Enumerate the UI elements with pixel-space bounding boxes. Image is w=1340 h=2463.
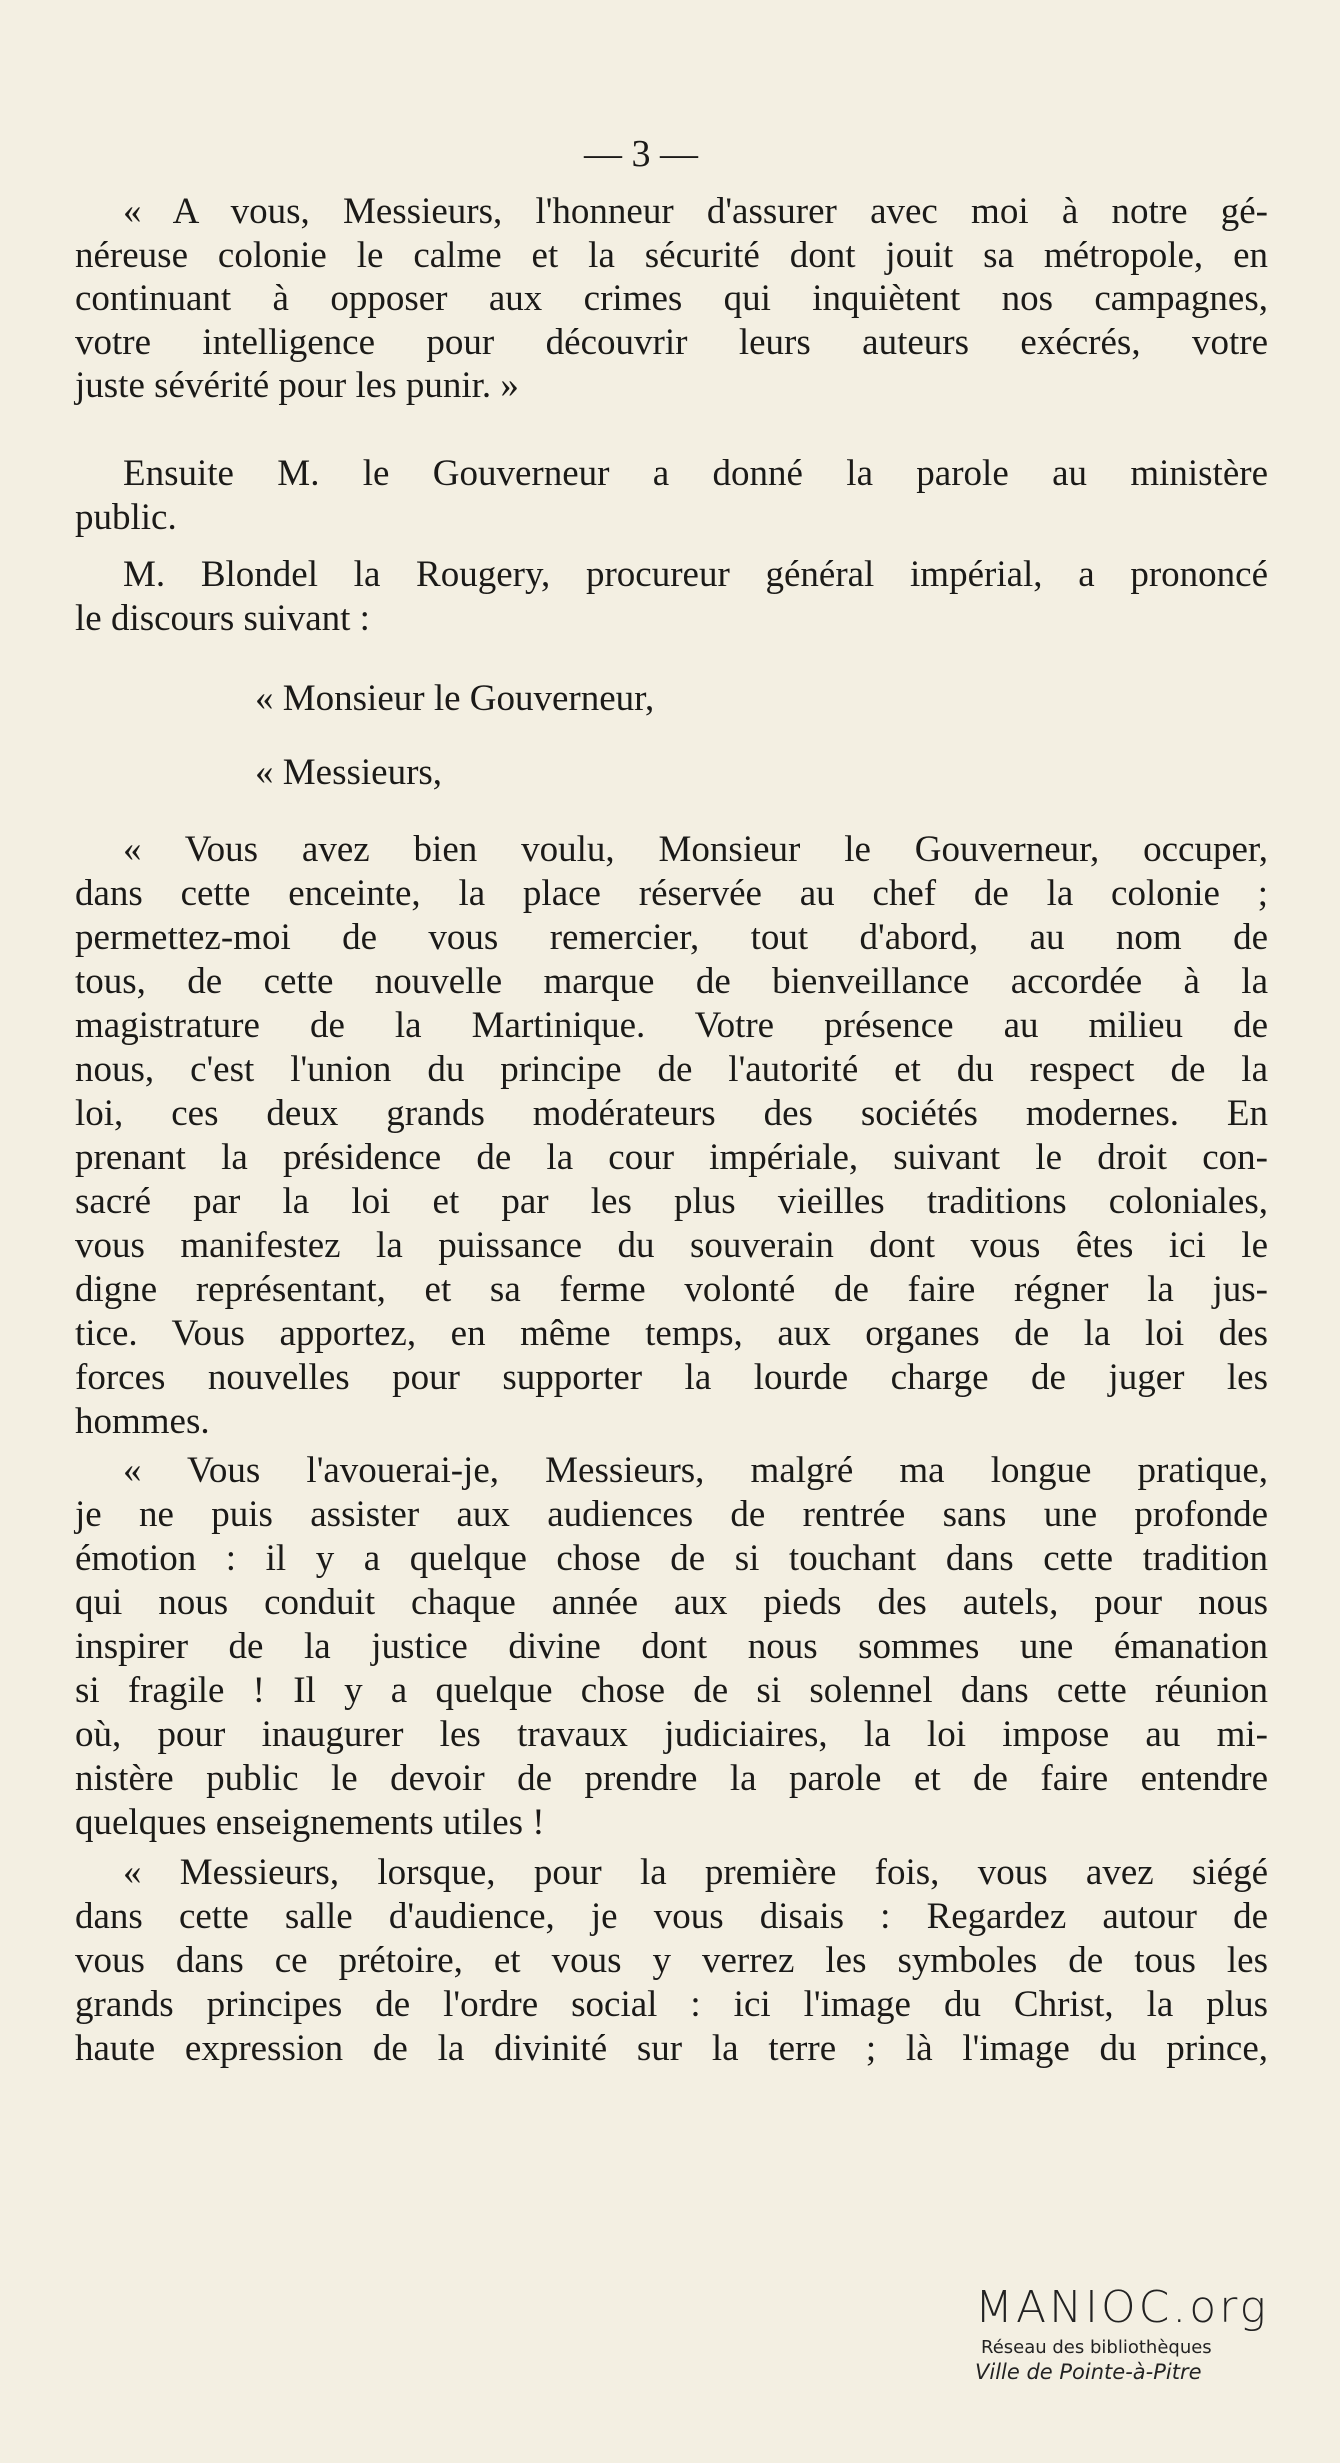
text-line: grands principes de l'ordre social : ici l'image du Christ, la plus	[75, 1984, 1268, 2025]
text-line: quelques enseignements utiles !	[75, 1802, 545, 1843]
text-line: hommes.	[75, 1401, 210, 1442]
text-line: « Messieurs, lorsque, pour la première fois, vous avez siégé	[123, 1852, 1268, 1893]
text-line: le discours suivant :	[75, 597, 370, 639]
logo-subtitle: Réseau des bibliothèques	[981, 2337, 1212, 2358]
page-number: — 3 —	[584, 133, 698, 175]
text-line: permettez-moi de vous remercier, tout d'abord, au nom de	[75, 917, 1268, 958]
text-line: haute expression de la divinité sur la terre ; là l'image du prince,	[75, 2028, 1268, 2069]
paragraph-avouerai	[75, 1449, 1268, 1845]
text-line: qui nous conduit chaque année aux pieds des autels, pour nous	[75, 1582, 1268, 1623]
logo-city: Ville de Pointe-à-Pitre	[975, 2360, 1202, 2384]
text-line: où, pour inaugurer les travaux judiciaires, la loi impose au mi-	[75, 1714, 1268, 1755]
text-line: public.	[75, 496, 177, 538]
paragraph-blondel	[75, 553, 1268, 640]
text-line: loi, ces deux grands modérateurs des sociétés modernes. En	[75, 1093, 1268, 1134]
text-line: nous, c'est l'union du principe de l'autorité et du respect de la	[75, 1049, 1268, 1090]
text-line: tous, de cette nouvelle marque de bienveillance accordée à la	[75, 961, 1268, 1002]
text-line: vous manifestez la puissance du souverain dont vous êtes ici le	[75, 1225, 1268, 1266]
text-line: votre intelligence pour découvrir leurs auteurs exécrés, votre	[75, 321, 1268, 363]
text-line: émotion : il y a quelque chose de si touchant dans cette tradition	[75, 1538, 1268, 1579]
text-line: magistrature de la Martinique. Votre présence au milieu de	[75, 1005, 1268, 1046]
text-line: prenant la présidence de la cour impériale, suivant le droit con-	[75, 1137, 1268, 1178]
logo-title: MANIOC.org	[975, 2282, 1269, 2333]
text-line: Ensuite M. le Gouverneur a donné la parole au ministère	[123, 453, 1268, 494]
text-line: continuant à opposer aux crimes qui inquiètent nos campagnes,	[75, 278, 1268, 320]
manioc-logo	[975, 2282, 1315, 2384]
text-line: « A vous, Messieurs, l'honneur d'assurer avec moi à notre gé-	[123, 191, 1268, 232]
text-line: M. Blondel la Rougery, procureur général impérial, a prononcé	[123, 554, 1268, 595]
text-line: dans cette enceinte, la place réservée au chef de la colonie ;	[75, 873, 1268, 914]
paragraph-vous-avez	[75, 828, 1268, 1444]
paragraph-closing-quote	[75, 190, 1268, 408]
text-line: forces nouvelles pour supporter la lourde charge de juger les	[75, 1357, 1268, 1398]
paragraph-ensuite	[75, 452, 1268, 539]
text-line: digne représentant, et sa ferme volonté de faire régner la jus-	[75, 1269, 1268, 1310]
text-line: juste sévérité pour les punir. »	[75, 365, 519, 407]
text-line: dans cette salle d'audience, je vous disais : Regardez autour de	[75, 1896, 1268, 1937]
text-line: nistère public le devoir de prendre la parole et de faire entendre	[75, 1758, 1268, 1799]
text-line: « Vous l'avouerai-je, Messieurs, malgré ma longue pratique,	[123, 1450, 1268, 1491]
text-line: si fragile ! Il y a quelque chose de si solennel dans cette réunion	[75, 1670, 1268, 1711]
paragraph-messieurs-lorsque	[75, 1851, 1268, 2071]
salutation-messieurs: « Messieurs,	[255, 752, 443, 793]
text-line: sacré par la loi et par les plus vieilles traditions coloniales,	[75, 1181, 1268, 1222]
salutation-gouverneur: « Monsieur le Gouverneur,	[255, 678, 655, 719]
text-line: vous dans ce prétoire, et vous y verrez les symboles de tous les	[75, 1940, 1268, 1981]
text-line: « Vous avez bien voulu, Monsieur le Gouverneur, occuper,	[123, 829, 1268, 870]
text-line: tice. Vous apportez, en même temps, aux organes de la loi des	[75, 1313, 1268, 1354]
text-line: inspirer de la justice divine dont nous sommes une émanation	[75, 1626, 1268, 1667]
text-line: néreuse colonie le calme et la sécurité dont jouit sa métropole, en	[75, 234, 1268, 276]
text-line: je ne puis assister aux audiences de rentrée sans une profonde	[75, 1494, 1268, 1535]
